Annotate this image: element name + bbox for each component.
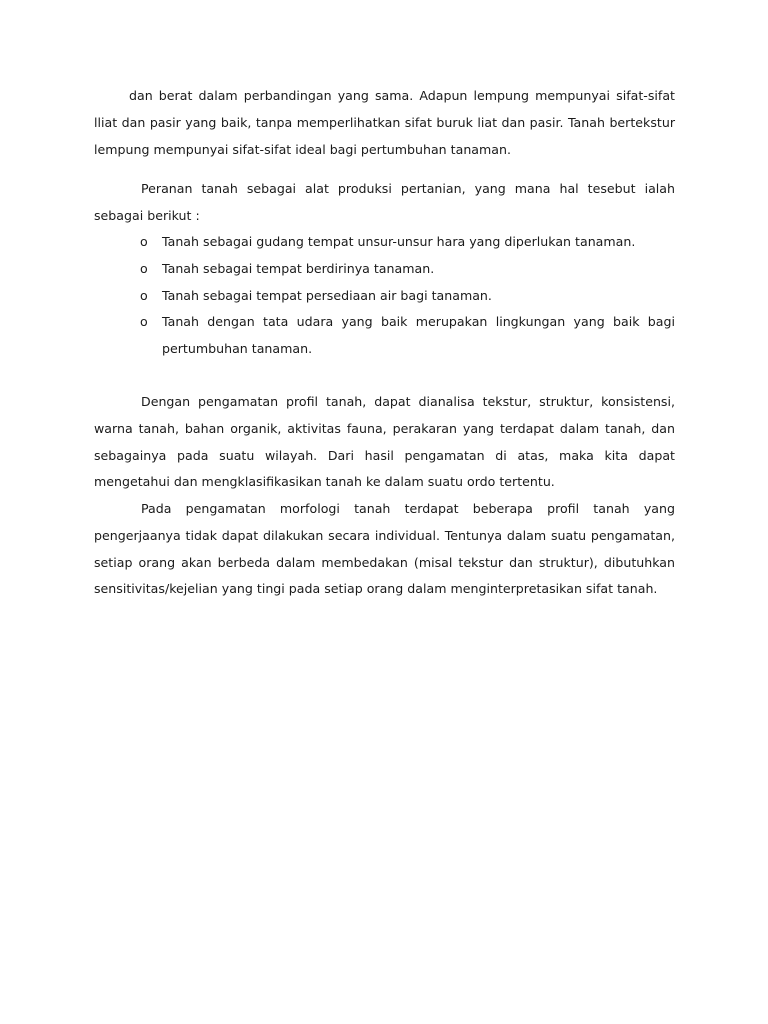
paragraph-soil-role-intro: Peranan tanah sebagai alat produksi pertanian, yang mana hal tesebut ialah sebagai berikut : — [94, 181, 675, 223]
bullet-marker: o — [140, 260, 148, 276]
list-item — [140, 256, 675, 283]
paragraph-morphology-observation: Pada pengamatan morfologi tanah terdapat beberapa profil tanah yang pengerjaanya tidak dapat dilakukan secara individual. Tentunya dalam suatu pengamatan, setiap orang akan berbeda dalam membedakan (misal tekstur dan struktur), dibutuhkan sensitivitas/kejelian yang tingi pada setiap orang dalam menginterpretasikan sifat tanah. — [94, 501, 675, 597]
paragraph-profile-observation: Dengan pengamatan profil tanah, dapat dianalisa tekstur, struktur, konsistensi, warna tanah, bahan organik, aktivitas fauna, perakaran yang terdapat dalam tanah, dan sebagainya pada suatu wilayah. Dari hasil pengamatan di atas, maka kita dapat mengetahui dan mengklasifikasikan tanah ke dalam suatu ordo tertentu. — [94, 394, 675, 490]
paragraph-soil-texture: dan berat dalam perbandingan yang sama. Adapun lempung mempunyai sifat-sifat lliat dan pasir yang baik, tanpa memperlihatkan sifat buruk liat dan pasir. Tanah bertekstur lempung mempunyai sifat-sifat ideal bagi pertumbuhan tanaman. — [94, 88, 675, 157]
list-item-text: Tanah sebagai tempat persediaan air bagi tanaman. — [162, 287, 492, 303]
list-item — [140, 309, 675, 363]
list-item-text: Tanah sebagai gudang tempat unsur-unsur hara yang diperlukan tanaman. — [162, 234, 636, 249]
list-item-text: Tanah dengan tata udara yang baik merupakan lingkungan yang baik bagi pertumbuhan tanaman. — [162, 314, 675, 357]
list-item — [140, 229, 675, 256]
soil-role-list — [140, 229, 675, 363]
list-item-text: Tanah sebagai tempat berdirinya tanaman. — [162, 260, 435, 276]
bullet-marker: o — [140, 234, 148, 249]
list-item — [140, 283, 675, 310]
bullet-marker: o — [140, 314, 148, 330]
bullet-marker: o — [140, 287, 148, 303]
